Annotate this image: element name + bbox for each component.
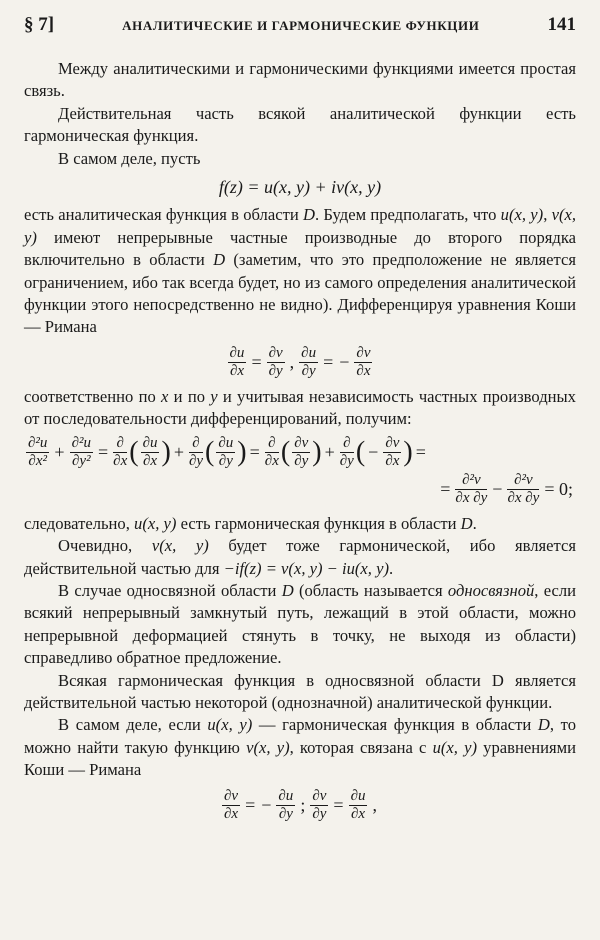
paragraph-7: Очевидно, v(x, y) будет тоже гармонической, ибо является действительной частью для −if(z) = v(x, y) − iu(x, y). [24, 536, 576, 578]
paragraph-2: Действительная часть всякой аналитической функции есть гармоническая функция. [24, 103, 576, 146]
equation-cauchy-riemann-2: $\frac{\partial v}{\partial x}$ = − $\frac{\partial u}{\partial y}$ ; $\frac{\partial v}{\partial y}$ = $\frac{\partial u}{\partial x}$ , [224, 787, 377, 822]
paragraph-4: есть аналитическая функция в области D. Будем предполагать, что u(x, y), v(x, y) имеют непрерывные частные производные до второго порядка включительно в области D (заметим, что это предположение не является ограничением, ибо так всегда будет, но из самого определения аналитической функции этого непосредственно не видно). Дифференцируя уравнения Коши — Римана [24, 205, 577, 337]
paragraph-6: следовательно, u(x, y) есть гармоническая функция в области D. [24, 513, 477, 533]
chapter-title: АНАЛИТИЧЕСКИЕ И ГАРМОНИЧЕСКИЕ ФУНКЦИИ [122, 18, 480, 33]
page-number: 141 [547, 14, 576, 35]
page-body [24, 58, 576, 823]
paragraph-10: В самом деле, если u(x, y) — гармоническая функция в области D, то можно найти такую функцию v(x, y), которая связана с u(x, y) уравнениями Коши — Римана [24, 715, 576, 780]
running-header [24, 14, 576, 36]
paragraph-8: В случае односвязной области D (область называется односвязной, если всякий непрерывный замкнутый путь, лежащий в этой области, можно непрерывной деформацией стянуть в точку, не выходя из области) справедливо обратное предложение. [24, 580, 577, 668]
paragraph-5: соответственно по x и по y и учитывая независимость частных производных от последовательности дифференцирований, получим: [24, 386, 576, 429]
paragraph-1: Между аналитическими и гармоническими функциями имеется простая связь. [24, 59, 576, 101]
paragraph-3: В самом деле, пусть [58, 148, 201, 168]
equation-cauchy-riemann: $\frac{\partial u}{\partial x}$ = $\frac{\partial v}{\partial y}$ , $\frac{\partial u}{\partial y}$ = − $\frac{\partial v}{\partial x}$ [229, 344, 371, 379]
paragraph-9-theorem: Всякая гармоническая функция в односвязной области D является действительной частью некоторой (однозначной) аналитической функции. [24, 670, 576, 712]
equation-fz: f(z) = u(x, y) + iv(x, y) [218, 177, 382, 198]
section-number: § 7] [24, 14, 55, 35]
equation-laplace-line1: $\frac{\text{∂²u}}{\text{∂x²}}$ + $\frac{\text{∂²u}}{\text{∂y²}}$ = $\frac{\partial}{\partial x}$ ( $\frac{\partial u}{\partial x}$ ) + $\frac{\partial}{\partial y}$ ( $\frac{\partial u}{\partial y}$ ) = $\frac{\partial}{\partial x}$ ( $\frac{\partial v}{\partial y}$ ) + $\frac{\partial}{\partial y}$ ( − $\frac{\partial v}{\partial x}$ ) = [28, 434, 426, 469]
equation-laplace-line2: = $\frac{\text{∂²v}}{\partial x \partial y}$ − $\frac{\text{∂²v}}{\partial x \partial y}$ = 0; [440, 471, 573, 506]
